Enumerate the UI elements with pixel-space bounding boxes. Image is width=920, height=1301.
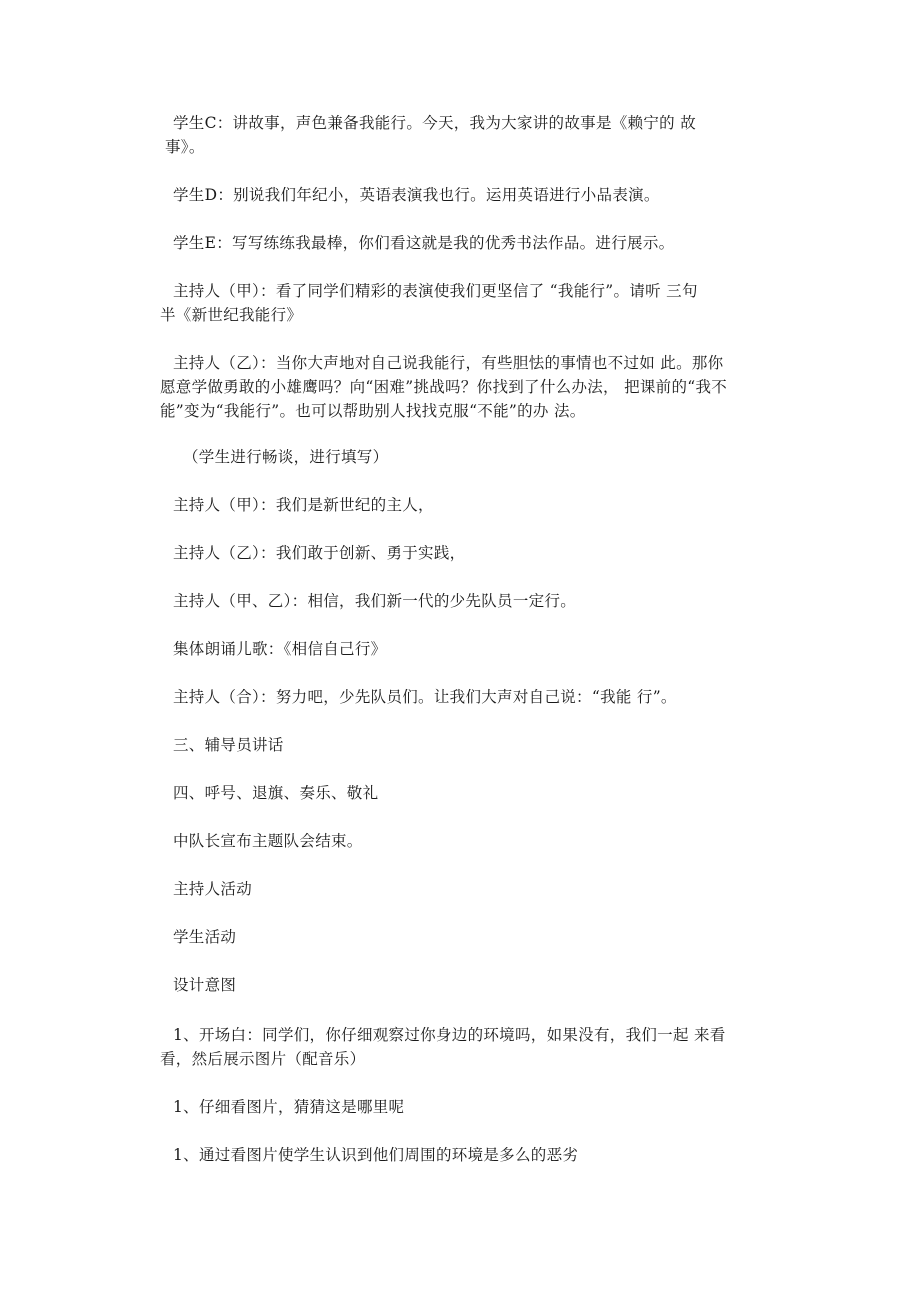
paragraph-opening: 1、开场白：同学们，你仔细观察过你身边的环境吗，如果没有，我们一起 来看 xyxy=(173,1026,726,1044)
paragraph-host-together: 主持人（合）：努力吧，少先队员们。让我们大声对自己说：“我能 行”。 xyxy=(173,688,677,706)
paragraph-continuation: 看，然后展示图片（配音乐） xyxy=(160,1050,366,1068)
label-host-activity: 主持人活动 xyxy=(173,880,253,898)
paragraph-line: 学生C：讲故事，声色兼备我能行。今天，我为大家讲的故事是《赖宁的 故 xyxy=(173,114,696,132)
paragraph-end: 中队长宣布主题队会结束。 xyxy=(173,832,363,850)
label-design-intent: 设计意图 xyxy=(173,976,237,994)
section-heading-closing: 四、呼号、退旗、奏乐、敬礼 xyxy=(173,784,379,802)
paragraph-continuation: 愿意学做勇敢的小雄鹰吗？向“困难”挑战吗？你找到了什么办法， 把课前的“我不 xyxy=(160,378,728,396)
paragraph-continuation: 能”变为“我能行”。也可以帮助别人找找克服“不能”的办 法。 xyxy=(160,402,586,420)
paragraph-student-d: 学生D：别说我们年纪小，英语表演我也行。运用英语进行小品表演。 xyxy=(173,186,660,204)
paragraph-host-b: 主持人（乙）：当你大声地对自己说我能行，有些胆怯的事情也不过如 此。那你 xyxy=(173,354,724,372)
label-student-activity: 学生活动 xyxy=(173,928,237,946)
paragraph-student-c xyxy=(173,110,743,136)
paragraph-host-a: 主持人（甲）：看了同学们精彩的表演使我们更坚信了 “我能行”。请听 三句 xyxy=(173,282,698,300)
paragraph-continuation: 半《新世纪我能行》 xyxy=(160,306,303,324)
paragraph-continuation: 事》。 xyxy=(165,138,205,156)
paragraph-look-pictures: 1、仔细看图片，猜猜这是哪里呢 xyxy=(173,1098,405,1116)
paragraph-student-e: 学生E：写写练练我最棒，你们看这就是我的优秀书法作品。进行展示。 xyxy=(173,234,675,252)
paragraph-host-b-2: 主持人（乙）：我们敢于创新、勇于实践， xyxy=(173,544,466,562)
paragraph-recitation: 集体朗诵儿歌：《相信自己行》 xyxy=(173,640,387,658)
paragraph-host-ab: 主持人（甲、乙）：相信，我们新一代的少先队员一定行。 xyxy=(173,592,577,610)
paragraph-environment: 1、通过看图片使学生认识到他们周围的环境是多么的恶劣 xyxy=(173,1146,579,1164)
paragraph-host-a-2: 主持人（甲）：我们是新世纪的主人， xyxy=(173,496,434,514)
paragraph-student-discussion: （学生进行畅谈，进行填写） xyxy=(183,448,389,466)
section-heading-counselor: 三、辅导员讲话 xyxy=(173,736,284,754)
